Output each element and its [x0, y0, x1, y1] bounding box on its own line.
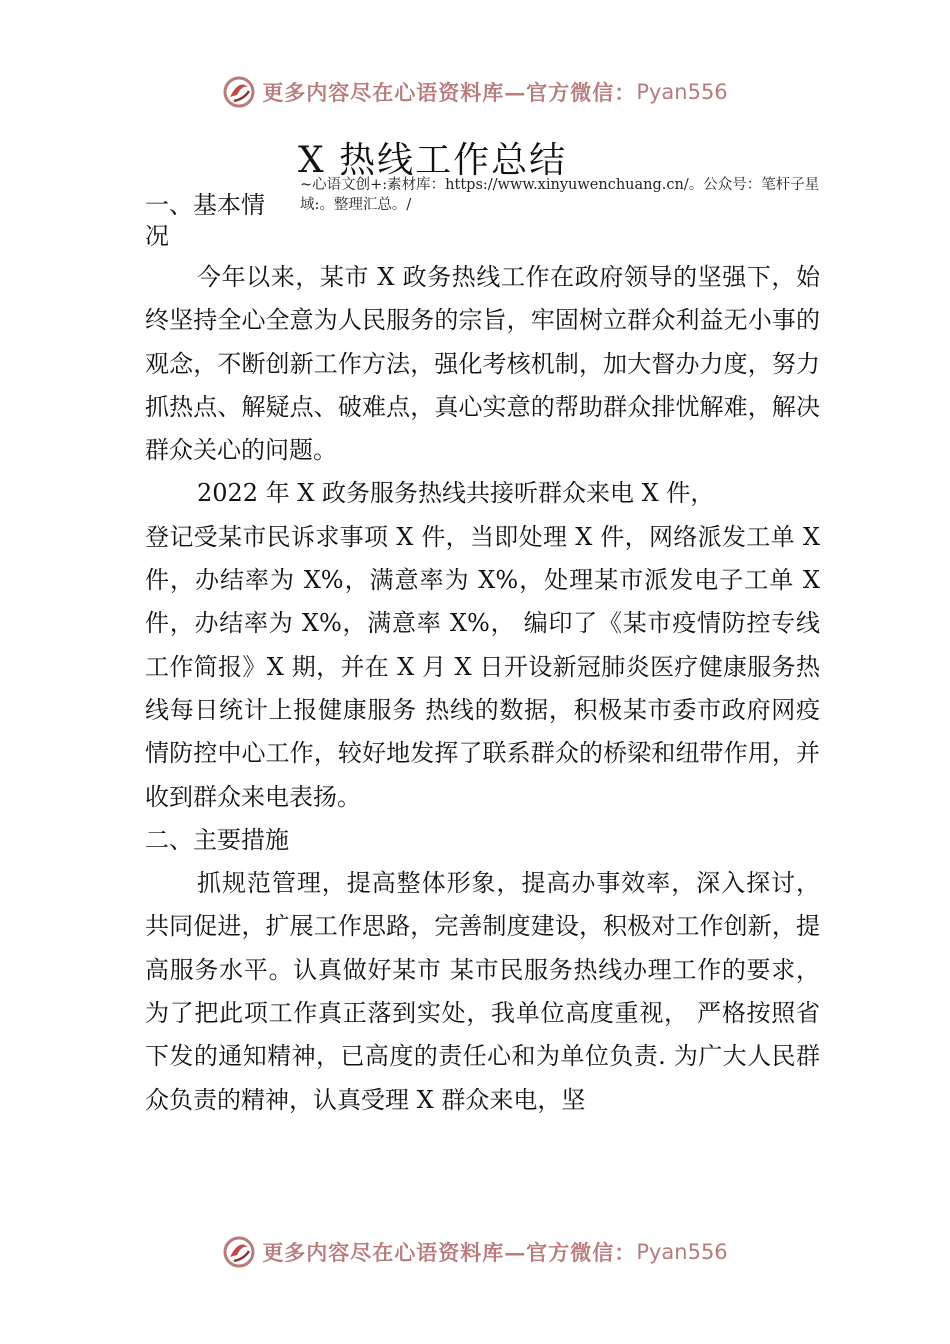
section-heading-measures: 二、主要措施 [145, 825, 289, 854]
paragraph-measures: 抓规范管理，提高整体形象，提高办事效率，深入探讨，共同促进，扩展工作思路，完善制度建设，积极对工作创新，提高服务水平。认真做好某市 某市民服务热线办理工作的要求，为了把此项工作真正落到实处，我单位高度重视， 严格按照省下发的通知精神，已高度的责任心和为单位负责. 为广大人民群众负责的精神，认真受理 X 群众来电，坚 [145, 869, 820, 1114]
source-note: ~心语文创+:素材库：https://www.xinyuwenchuang.cn/。公众号：笔杆子星域:。整理汇总。/ [300, 177, 820, 213]
document-title: X 热线工作总结 [298, 140, 568, 181]
swirl-logo-icon [222, 1235, 256, 1269]
header-banner [0, 72, 950, 112]
document-body [145, 256, 820, 1122]
paragraph-stats-lead: 2022 年 X 政务服务热线共接听群众来电 X 件， [197, 479, 715, 508]
banner-wechat-id: Pyan556 [636, 80, 728, 104]
paragraph-intro: 今年以来，某市 X 政务热线工作在政府领导的坚强下，始终坚持全心全意为人民服务的宗旨，牢固树立群众利益无小事的观念，不断创新工作方法，强化考核机制，加大督办力度，努力抓热点、解疑点、破难点，真心实意的帮助群众排忧解难，解决群众关心的问题。 [145, 263, 820, 465]
section-heading-basic: 一、基本情况 [145, 191, 265, 250]
swirl-logo-icon [222, 75, 256, 109]
footer-banner [0, 1232, 950, 1272]
paragraph-stats: 登记受某市民诉求事项 X 件，当即处理 X 件，网络派发工单 X 件，办结率为 X%，满意率为 X%，处理某市派发电子工单 X 件，办结率为 X%，满意率 X%， 编印了《某市疫情防控专线工作简报》X 期，并在 X 月 X 日开设新冠肺炎医疗健康服务热线每日统计上报健康服务 热线的数据，积极某市委市政府网疫情防控中心工作，较好地发挥了联系群众的桥梁和纽带作用，并收到群众来电表扬。 [145, 522, 820, 811]
banner-wechat-id: Pyan556 [636, 1240, 728, 1264]
banner-text: 更多内容尽在心语资料库—官方微信： [262, 80, 637, 105]
banner-text: 更多内容尽在心语资料库—官方微信： [262, 1240, 637, 1265]
